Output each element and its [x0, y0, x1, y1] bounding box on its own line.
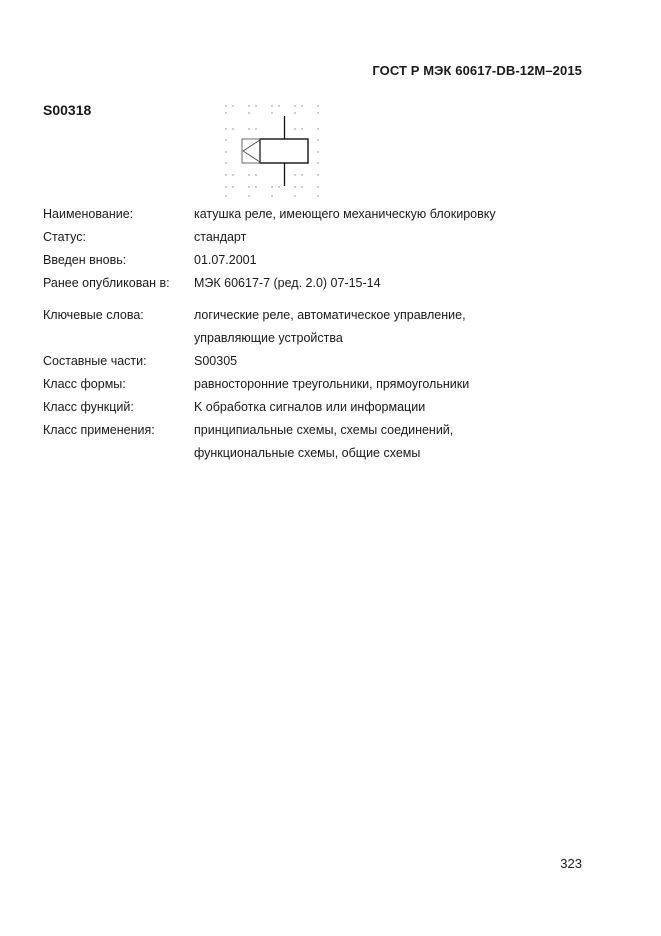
field-function-class: [43, 396, 524, 419]
field-value-line: принципиальные схемы, схемы соединений,: [194, 423, 454, 437]
symbol-properties: [43, 203, 524, 465]
field-keywords: [43, 304, 524, 350]
field-value-line: управляющие устройства: [194, 331, 343, 345]
field-components: [43, 350, 524, 373]
field-label: Класс функций:: [43, 400, 134, 414]
field-value: [194, 304, 524, 350]
field-label: Класс применения:: [43, 423, 155, 437]
field-value: катушка реле, имеющего механическую блокировку: [194, 207, 496, 221]
field-value-line: функциональные схемы, общие схемы: [194, 446, 421, 460]
field-value: S00305: [194, 354, 238, 368]
field-label: Ключевые слова:: [43, 308, 144, 322]
field-label: Статус:: [43, 230, 86, 244]
field-previously-published: [43, 272, 524, 295]
field-label: Составные части:: [43, 354, 147, 368]
relay-coil-symbol-icon: [218, 98, 328, 202]
field-label: Ранее опубликован в:: [43, 276, 170, 290]
field-value: [194, 419, 524, 465]
field-label: Введен вновь:: [43, 253, 127, 267]
field-label: Класс формы:: [43, 377, 126, 391]
symbol-code: S00318: [43, 102, 92, 118]
field-introduced: [43, 249, 524, 272]
field-application-class: [43, 419, 524, 465]
field-value: 01.07.2001: [194, 253, 257, 267]
field-value: МЭК 60617-7 (ред. 2.0) 07-15-14: [194, 276, 381, 290]
field-name: [43, 203, 524, 226]
field-value: равносторонние треугольники, прямоугольники: [194, 377, 470, 391]
document-header: ГОСТ Р МЭК 60617-DB-12M–2015: [372, 63, 582, 78]
page-number: 323: [560, 856, 582, 871]
field-shape-class: [43, 373, 524, 396]
field-value-line: логические реле, автоматическое управление,: [194, 308, 466, 322]
field-value: K обработка сигналов или информации: [194, 400, 426, 414]
field-status: [43, 226, 524, 249]
field-value: стандарт: [194, 230, 247, 244]
grid-dots: [225, 105, 318, 196]
field-label: Наименование:: [43, 207, 134, 221]
